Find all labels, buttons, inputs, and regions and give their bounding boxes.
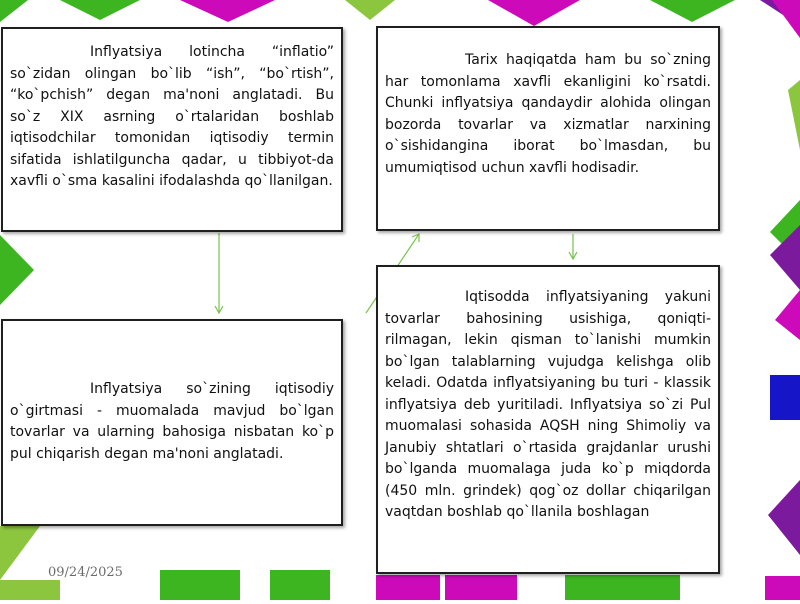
text-box-etymology (1, 27, 343, 232)
box-text: Tarix haqiqatda ham bu so`zning har tomonlama xavfli ekanligini ko`rsatdi. Chunki inflyatsiya qandaydir alohida olingan bozorda tovarlar va xizmatlar narxining o`sishidangina iborat bo`lmasdan, bu umumiqtisod uchun xavfli hodisadir. (385, 52, 711, 176)
text-box-economic-meaning (1, 319, 343, 526)
slide-date: 09/24/2025 (48, 565, 123, 580)
box-text: Iqtisodda inflyatsiyaning yakuni tovarlar bahosining usishiga, qoniqti-rilmagan, lekin qisman to`lanishi mumkin bo`lgan talablarning vujudga kelishga olib keladi. Odatda inflyatsiyaning bu turi - klassik inflyatsiya deb yuritiladi. Inflyatsiya so`zi Pul muomalasi sohasida AQSH ning Shimoliy va Janubiy shtatlari o`rtasida grajdanlar urushi bo`lganda muomalaga juda ko`p miqdorda (450 mln. grindek) qog`oz dollar chiqarilgan vaqtdan boshlab qo`llanila boshlagan (385, 289, 711, 520)
box-text: Inflyatsiya so`zining iqtisodiy o`girtmasi - muomalada mavjud bo`lgan tovarlar va ularning bahosiga nisbatan ko`p pul chiqarish degan ma'noni anglatadi. (10, 381, 334, 462)
text-box-classic-inflation (376, 265, 720, 574)
text-box-history (376, 26, 720, 231)
box-text: Inflyatsiya lotincha “inflatio” so`zidan olingan bo`lib “ish”, “bo`rtish”, “ko`pchish” degan ma'noni anglatadi. Bu so`z XIX asrning o`rtalaridan boshlab iqtisodchilar tomonidan iqtisodiy termin sifatida ishlatilguncha qadar, u tibbiyot-da xavfli o`sma kasalini ifodalashda qo`llanilgan. (10, 44, 334, 189)
